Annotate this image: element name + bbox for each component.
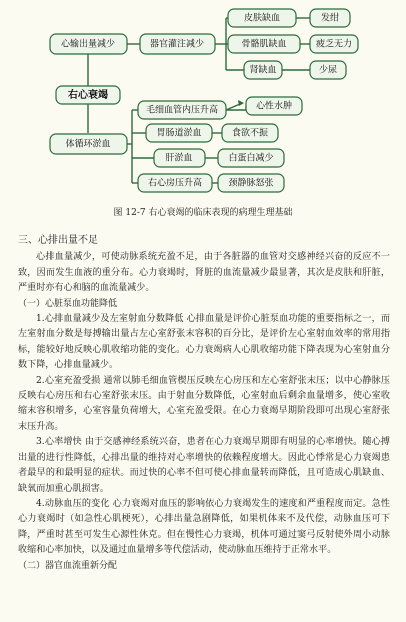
label-capillary-pressure: 毛细血管内压升高 [145,105,219,116]
label-right-atrial-pressure: 右心房压升高 [147,178,203,189]
label-anorexia: 食欲不振 [231,128,269,139]
label-systemic-congestion: 体循环淤血 [65,139,111,150]
label-jugular-distension: 颈静脉怒张 [228,178,274,189]
label-cardiac-edema: 心性水肿 [255,101,293,112]
item-1-paragraph: 1.心排血量减少及左室射血分数降低 心排血量是评价心脏泵血功能的重要指标之一，而左室射血分数是每搏输出量占左心室舒张末容积的百分比，是评价左心室射血效率的常用指标，能较好地反映心肌收缩功能的变化。心力衰竭病人心肌收缩功能下降表现为心室射血分数下降，心排血量减少。 [18,314,390,371]
item-4-paragraph: 4.动脉血压的变化 心力衰竭对血压的影响依心力衰竭发生的速度和严重程度而定。急性心力衰竭时（如急性心肌梗死），心排出量急剧降低，如果机体来不及代偿，动脉血压可下降，严重时甚至可发生心源性休克。但在慢性心力衰竭，机体可通过窦弓反射使外周小动脉收缩和心率加快，以及通过血量增多等代偿活动，使动脉血压维持于正常水平。 [18,498,390,556]
label-oliguria: 少尿 [318,65,338,76]
label-cardiac-output-decrease: 心输出量减少 [60,39,116,50]
item-2-paragraph: 2.心室充盈受损 通常以肺毛细血管楔压反映左心房压和左心室舒张末压；以中心静脉压反映右心房压和右心室舒张末压。由于射血分数降低，心室射血后剩余血量增多，使心室收缩末容积增多，心室容量负荷增大，心室充盈受限。在心力衰竭早期阶段即可出现心室舒张末压升高。 [18,375,390,432]
subsection-title-1: （一）心脏泵血功能降低 [18,298,118,309]
label-skin-ischemia: 皮肤缺血 [243,13,281,24]
label-kidney-ischemia: 肾缺血 [249,65,277,76]
section-title: 三、心排出量不足 [18,235,98,246]
pathophysiology-diagram [0,0,406,200]
label-muscle-ischemia: 骨骼肌缺血 [241,39,287,50]
intro-paragraph: 心排血量减少，可使动脉系统充盈不足，由于各脏器的血管对交感神经兴奋的反应不一致，因而发生血液的重分布。心力衰竭时，肾脏的血流量减少最显著，其次是皮肤和肝脏，严重时亦有心和脑的血流量减少。 [18,252,390,294]
item-3-paragraph: 3.心率增快 由于交感神经系统兴奋，患者在心力衰竭早期即有明显的心率增快。随心搏出量的进行性降低，心排出量的维持对心率增快的依赖程度增大。因此心悸常是心力衰竭患者最早的和最明显的症状。而过快的心率不但可使心排血量转而降低，且可造成心肌缺血、缺氧而加重心肌损害。 [18,437,390,494]
subsection-title-2: （二）器官血流重新分配 [18,560,118,571]
label-organ-perfusion: 器官灌注减少 [149,39,205,50]
figure-caption: 图 12-7 右心衰竭的临床表现的病理生理基础 [113,208,293,218]
label-liver-congestion: 肝淤血 [165,153,193,164]
label-hypoalbuminemia: 白蛋白减少 [228,153,274,164]
label-right-heart-failure: 右心衰竭 [68,90,108,101]
label-cyanosis: 发绀 [320,13,340,24]
body-text [18,230,390,574]
label-fatigue: 疲乏无力 [315,39,353,50]
label-gi-congestion: 胃肠道淤血 [156,128,202,139]
